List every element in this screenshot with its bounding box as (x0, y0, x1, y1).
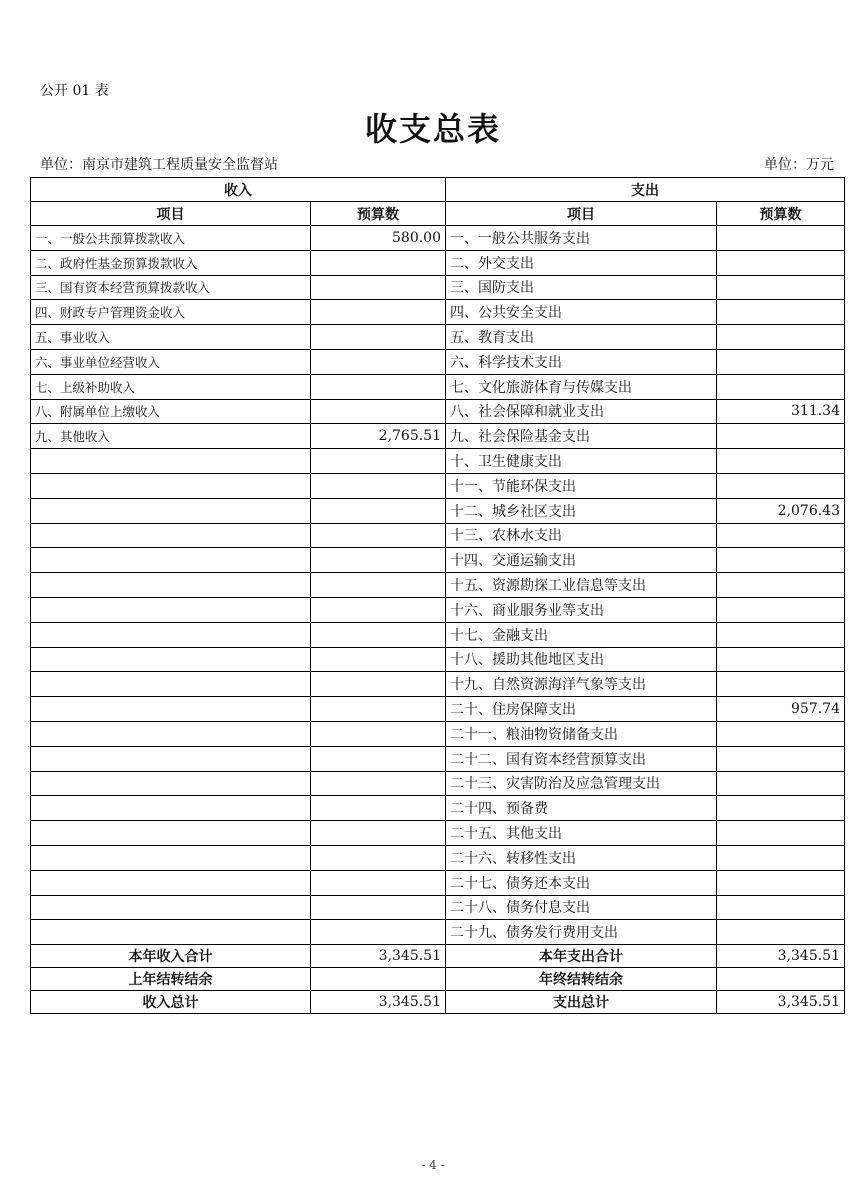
expense-item-value (717, 771, 845, 796)
expense-item-value (717, 821, 845, 846)
income-item-name (31, 697, 311, 722)
currency-unit: 单位：万元 (764, 157, 834, 173)
table-row (31, 597, 845, 622)
table-row (31, 870, 845, 895)
expense-item-value (717, 374, 845, 399)
total-row (31, 945, 845, 968)
expense-total-value (717, 968, 845, 991)
expense-item-name: 二十九、债务发行费用支出 (446, 920, 717, 945)
income-item-value (311, 349, 446, 374)
income-item-name (31, 622, 311, 647)
income-total-value: 3,345.51 (311, 945, 446, 968)
table-row (31, 424, 845, 449)
income-item-name (31, 573, 311, 598)
income-item-value (311, 548, 446, 573)
income-item-name (31, 821, 311, 846)
expense-item-name: 六、科学技术支出 (446, 349, 717, 374)
expense-item-value (717, 845, 845, 870)
income-item-name: 六、事业单位经营收入 (31, 349, 311, 374)
income-item-value (311, 895, 446, 920)
expense-item-value (717, 300, 845, 325)
income-item-value (311, 697, 446, 722)
income-item-value (311, 771, 446, 796)
form-code: 公开 01 表 (40, 83, 109, 99)
expense-item-value (717, 672, 845, 697)
expense-total-label: 支出总计 (446, 991, 717, 1014)
income-item-value (311, 721, 446, 746)
expense-item-name: 十三、农林水支出 (446, 523, 717, 548)
total-row (31, 968, 845, 991)
expense-item-name: 十四、交通运输支出 (446, 548, 717, 573)
income-item-name: 九、其他收入 (31, 424, 311, 449)
income-item-value (311, 374, 446, 399)
page-title: 收支总表 (364, 110, 501, 148)
section-header-row (31, 178, 845, 202)
column-header-row (31, 202, 845, 226)
expense-item-value (717, 796, 845, 821)
table-row (31, 573, 845, 598)
income-item-name: 八、附属单位上缴收入 (31, 399, 311, 424)
income-item-value (311, 325, 446, 350)
income-total-value (311, 968, 446, 991)
table-row (31, 622, 845, 647)
income-item-name (31, 473, 311, 498)
income-item-value (311, 622, 446, 647)
table-row (31, 226, 845, 251)
expense-item-value (717, 597, 845, 622)
expense-item-name: 二十六、转移性支出 (446, 845, 717, 870)
income-item-value (311, 746, 446, 771)
income-item-name (31, 895, 311, 920)
expense-item-value (717, 349, 845, 374)
expense-item-value (717, 449, 845, 474)
expense-item-value (717, 424, 845, 449)
income-item-value (311, 523, 446, 548)
expense-item-name: 二十五、其他支出 (446, 821, 717, 846)
expense-item-value: 2,076.43 (717, 498, 845, 523)
expense-item-name: 四、公共安全支出 (446, 300, 717, 325)
income-total-value: 3,345.51 (311, 991, 446, 1014)
income-item-value (311, 250, 446, 275)
expense-item-value (717, 920, 845, 945)
income-item-name: 二、政府性基金预算拨款收入 (31, 250, 311, 275)
income-item-value (311, 449, 446, 474)
expense-item-value (717, 250, 845, 275)
income-item-name: 四、财政专户管理资金收入 (31, 300, 311, 325)
income-item-value (311, 399, 446, 424)
income-item-value (311, 920, 446, 945)
expense-item-name: 一、一般公共服务支出 (446, 226, 717, 251)
table-row (31, 796, 845, 821)
income-item-value (311, 796, 446, 821)
expense-total-label: 年终结转结余 (446, 968, 717, 991)
expense-item-name: 二十七、债务还本支出 (446, 870, 717, 895)
table-row (31, 771, 845, 796)
expense-budget-column-header: 预算数 (717, 202, 845, 226)
income-item-name (31, 721, 311, 746)
income-item-value (311, 275, 446, 300)
expense-item-name: 二十三、灾害防治及应急管理支出 (446, 771, 717, 796)
expense-item-name: 三、国防支出 (446, 275, 717, 300)
table-row (31, 821, 845, 846)
expense-item-value (717, 746, 845, 771)
table-row (31, 672, 845, 697)
expense-item-value (717, 870, 845, 895)
table-row (31, 523, 845, 548)
income-item-value (311, 473, 446, 498)
total-row (31, 991, 845, 1014)
expense-item-name: 十九、自然资源海洋气象等支出 (446, 672, 717, 697)
income-item-value (311, 672, 446, 697)
income-item-value: 2,765.51 (311, 424, 446, 449)
table-row (31, 449, 845, 474)
expense-item-name: 二十四、预备费 (446, 796, 717, 821)
expense-item-name: 十六、商业服务业等支出 (446, 597, 717, 622)
income-item-value (311, 597, 446, 622)
income-item-name: 一、一般公共预算拨款收入 (31, 226, 311, 251)
income-item-value (311, 821, 446, 846)
expense-item-name: 十七、金融支出 (446, 622, 717, 647)
income-item-name (31, 548, 311, 573)
table-row (31, 399, 845, 424)
table-row (31, 374, 845, 399)
expense-item-name: 二十八、债务付息支出 (446, 895, 717, 920)
income-total-label: 本年收入合计 (31, 945, 311, 968)
expense-item-name: 十五、资源勘探工业信息等支出 (446, 573, 717, 598)
expense-item-value (717, 622, 845, 647)
expense-item-value (717, 226, 845, 251)
expense-item-name: 十二、城乡社区支出 (446, 498, 717, 523)
income-item-value (311, 870, 446, 895)
income-item-value (311, 573, 446, 598)
expense-item-name: 九、社会保险基金支出 (446, 424, 717, 449)
income-item-name (31, 449, 311, 474)
income-item-value (311, 300, 446, 325)
expense-item-name: 十、卫生健康支出 (446, 449, 717, 474)
expense-item-name: 八、社会保障和就业支出 (446, 399, 717, 424)
expense-item-value (717, 548, 845, 573)
table-row (31, 275, 845, 300)
income-section-header: 收入 (31, 178, 446, 202)
expense-item-value (717, 325, 845, 350)
expense-item-name: 十八、援助其他地区支出 (446, 647, 717, 672)
income-item-name (31, 647, 311, 672)
organization-unit: 单位：南京市建筑工程质量安全监督站 (40, 157, 278, 173)
income-item-name (31, 498, 311, 523)
table-row (31, 697, 845, 722)
expense-item-value (717, 523, 845, 548)
table-row (31, 473, 845, 498)
expense-item-name: 二十一、粮油物资储备支出 (446, 721, 717, 746)
expense-item-value (717, 573, 845, 598)
expense-item-value: 311.34 (717, 399, 845, 424)
income-item-name (31, 523, 311, 548)
expense-item-value (717, 473, 845, 498)
expense-item-value (717, 721, 845, 746)
expense-item-value (717, 895, 845, 920)
income-item-value (311, 845, 446, 870)
expense-item-value (717, 275, 845, 300)
table-row (31, 721, 845, 746)
income-item-name (31, 920, 311, 945)
expense-item-name: 七、文化旅游体育与传媒支出 (446, 374, 717, 399)
expense-item-name: 五、教育支出 (446, 325, 717, 350)
income-total-label: 收入总计 (31, 991, 311, 1014)
table-row (31, 498, 845, 523)
income-item-value: 580.00 (311, 226, 446, 251)
expense-section-header: 支出 (446, 178, 845, 202)
income-total-label: 上年结转结余 (31, 968, 311, 991)
expense-item-name: 二、外交支出 (446, 250, 717, 275)
table-row (31, 300, 845, 325)
income-budget-column-header: 预算数 (311, 202, 446, 226)
expense-item-name: 十一、节能环保支出 (446, 473, 717, 498)
income-item-name (31, 796, 311, 821)
income-item-value (311, 498, 446, 523)
expense-item-value: 957.74 (717, 697, 845, 722)
income-item-value (311, 647, 446, 672)
table-row (31, 325, 845, 350)
income-item-name: 七、上级补助收入 (31, 374, 311, 399)
income-item-column-header: 项目 (31, 202, 311, 226)
income-item-name (31, 771, 311, 796)
income-expense-table (30, 177, 845, 1014)
income-item-name (31, 746, 311, 771)
income-item-name (31, 672, 311, 697)
table-row (31, 845, 845, 870)
page-number: - 4 - (421, 1158, 445, 1172)
income-item-name: 三、国有资本经营预算拨款收入 (31, 275, 311, 300)
expense-total-label: 本年支出合计 (446, 945, 717, 968)
table-row (31, 250, 845, 275)
table-row (31, 746, 845, 771)
table-row (31, 647, 845, 672)
table-row (31, 349, 845, 374)
table-row (31, 548, 845, 573)
expense-item-name: 二十、住房保障支出 (446, 697, 717, 722)
table-row (31, 895, 845, 920)
income-item-name (31, 870, 311, 895)
expense-total-value: 3,345.51 (717, 945, 845, 968)
expense-item-name: 二十二、国有资本经营预算支出 (446, 746, 717, 771)
expense-item-value (717, 647, 845, 672)
table-row (31, 920, 845, 945)
income-item-name (31, 597, 311, 622)
income-item-name (31, 845, 311, 870)
expense-total-value: 3,345.51 (717, 991, 845, 1014)
income-item-name: 五、事业收入 (31, 325, 311, 350)
expense-item-column-header: 项目 (446, 202, 717, 226)
